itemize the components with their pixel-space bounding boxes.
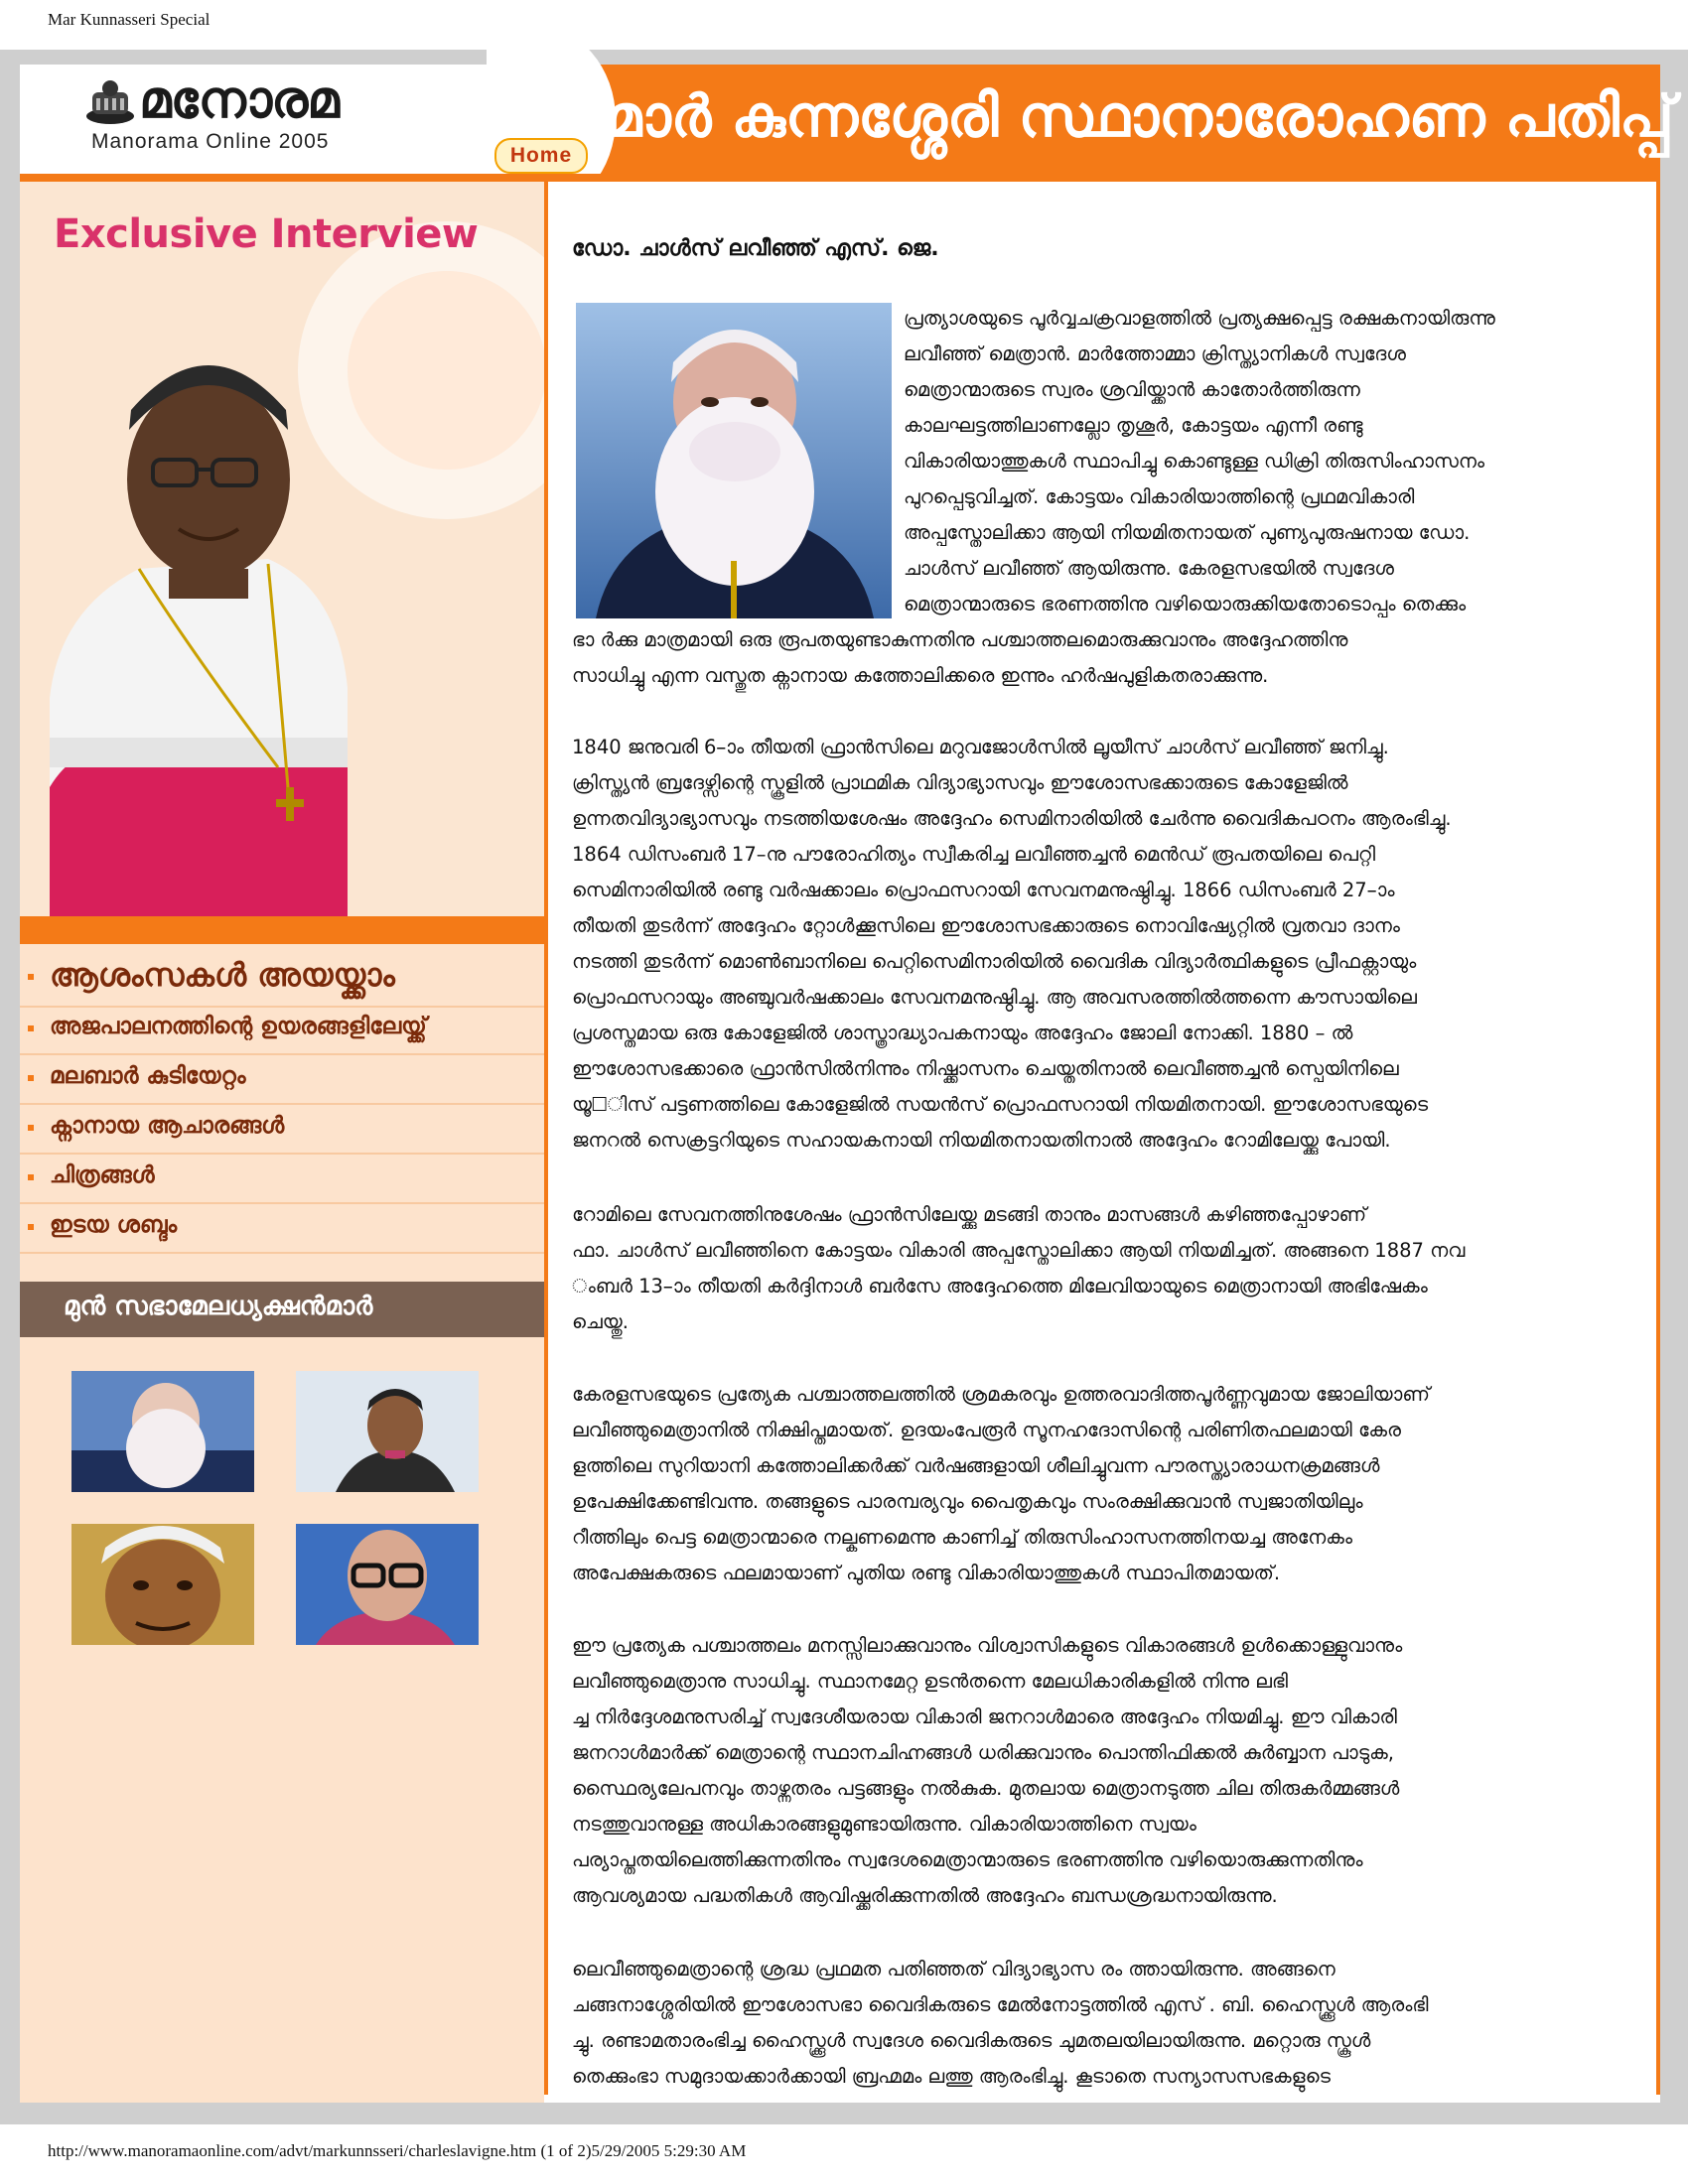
sidebar	[20, 174, 544, 2103]
menu-label[interactable]: ചിത്രങ്ങൾ	[50, 1162, 155, 1188]
home-button[interactable]: Home	[494, 138, 588, 174]
menu-item-pastoral-heights[interactable]	[20, 1006, 544, 1055]
banner-title: മാർ കുന്നശ്ശേരി സ്ഥാനാരോഹണ പതിപ്പ്	[606, 82, 1674, 150]
print-header: Mar Kunnasseri Special	[48, 10, 211, 29]
article-paragraph-2: 1840 ജനുവരി 6–ാം തീയതി ഫ്രാൻസിലെ മറുവജോൾസിൽ ലൂയീസ് ചാൾസ് ലവീഞ്ഞ് ജനിച്ചു. ക്രിസ്ത്യൻ ബ്രദേഴ്സിന്റെ സ്കൂളിൽ പ്രാഥമിക വിദ്യാഭ്യാസവും ഈശോസഭക്കാരുടെ കോളേജിൽ ഉന്നതവിദ്യാഭ്യാസവും നടത്തിയശേഷം അദ്ദേഹം സെമിനാരിയിൽ ചേർന്നു വൈദികപഠനം ആരംഭിച്ചു. 1864 ഡിസംബർ 17–നു പൗരോഹിത്യം സ്വീകരിച്ച ലവീഞ്ഞച്ചൻ മെൻഡ് രൂപതയിലെ പെറ്റി സെമിനാരിയിൽ രണ്ടു വർഷക്കാലം പ്രൊഫസറായി സേവനമനുഷ്ഠിച്ചു. 1866 ഡിസംബർ 27–ാം തീയതി തുടർന്ന് അദ്ദേഹം റ്റോൾക്കൂസിലെ ഈശോസഭക്കാരുടെ നൊവിഷ്യേറ്റിൽ വ്രതവാ ദാനം നടത്തി തുടർന്ന് മൊൺബാനിലെ പെറ്റിസെമിനാരിയിൽ വൈദിക വിദ്യാർത്ഥികളുടെ പ്രീഫക്റ്റായും പ്രൊഫസറായും അഞ്ചുവർഷക്കാലം സേവനമനുഷ്ഠിച്ചു. ആ അവസരത്തിൽത്തന്നെ കൗസായിലെ പ്രശസ്തമായ ഒരു കോളേജിൽ ശാസ്ത്രാദ്ധ്യാപകനായും അദ്ദേഹം ജോലി നോക്കി. 1880 – ൽ ഈശോസഭക്കാരെ ഫ്രാൻസിൽനിന്നും നിഷ്ക്കാസനം ചെയ്തതിനാൽ ലെവീഞ്ഞച്ചൻ സ്പെയിനിലെ യൂ□ിസ് പട്ടണത്തിലെ കോളേജിൽ സയൻസ് പ്രൊഫസറായി നിയമിതനായി. ഈശോസഭയുടെ ജനറൽ സെക്രട്ടറിയുടെ സഹായകനായി നിയമിതനായതിനാൽ അദ്ദേഹം റോമിലേയ്ക്കു പോയി.	[572, 736, 1452, 1152]
past-head-photo-3[interactable]	[71, 1524, 254, 1645]
photo-bishop-thumb	[296, 1524, 479, 1645]
banner	[20, 65, 1674, 174]
menu-label[interactable]: അജപാലനത്തിന്റെ ഉയരങ്ങളിലേയ്ക്ക്	[50, 1014, 427, 1039]
menu-item-send-greetings[interactable]	[20, 950, 544, 1008]
article-title: ഡോ. ചാൾസ് ലവീഞ്ഞ് എസ്. ജെ.	[572, 236, 939, 261]
menu-item-photos[interactable]	[20, 1155, 544, 1204]
lamp-emblem-icon	[84, 78, 136, 126]
menu-item-malabar-migration[interactable]	[20, 1055, 544, 1105]
menu-item-knanaya-customs[interactable]	[20, 1105, 544, 1155]
photo-lavigne-portrait	[576, 303, 892, 618]
exclusive-interview-heading[interactable]: Exclusive Interview	[54, 211, 479, 257]
bullet-icon	[28, 1075, 34, 1081]
bullet-icon	[28, 1174, 34, 1180]
past-heads-header	[20, 1282, 544, 1337]
sidebar-menu	[20, 944, 544, 1262]
menu-label[interactable]: ഇടയ ശബ്ദം	[50, 1212, 178, 1238]
photo-bishop-thumb	[296, 1371, 479, 1492]
bishop-portrait	[20, 271, 544, 916]
menu-label[interactable]: മലബാർ കുടിയേറ്റം	[50, 1063, 246, 1089]
article-paragraph-1a: പ്രത്യാശയുടെ പൂർവ്വചക്രവാളത്തിൽ പ്രത്യക്ഷപ്പെട്ട രക്ഷകനായിരുന്നു ലവീഞ്ഞ് മെത്രാൻ. മാർത്തോമ്മാ ക്രിസ്ത്യാനികൾ സ്വദേശ മെത്രാന്മാരുടെ സ്വരം ശ്രവിയ്ക്കാൻ കാതോർത്തിരുന്ന കാലഘട്ടത്തിലാണല്ലോ തൃശൂർ, കോട്ടയം എന്നീ രണ്ടു വികാരിയാത്തുകൾ സ്ഥാപിച്ചു കൊണ്ടുള്ള ഡിക്രി തിരുസിംഹാസനം പുറപ്പെടുവിച്ചത്. കോട്ടയം വികാരിയാത്തിന്റെ പ്രഥമവികാരി അപ്പസ്തോലിക്കാ ആയി നിയമിതനായത് പുണ്യപുരുഷനായ ഡോ. ചാൾസ് ലവീഞ്ഞ് ആയിരുന്നു. കേരളസഭയിൽ സ്വദേശ മെത്രാന്മാരുടെ ഭരണത്തിനു വഴിയൊരുക്കിയതോടൊപ്പം തെക്കും	[904, 307, 1495, 615]
article-paragraph-3: റോമിലെ സേവനത്തിനുശേഷം ഫ്രാൻസിലേയ്ക്കു മടങ്ങി താനും മാസങ്ങൾ കഴിഞ്ഞപ്പോഴാണ് ഫാ. ചാൾസ് ലവീഞ്ഞിനെ കോട്ടയം വികാരി അപ്പസ്തോലിക്കാ ആയി നിയമിച്ചത്. അങ്ങനെ 1887 നവ ംബർ 13–ാം തീയതി കർദ്ദിനാൾ ബർസേ അദ്ദേഹത്തെ മിലേവിയായുടെ മെത്രാനായി അഭിഷേകം ചെയ്തു.	[572, 1203, 1466, 1333]
menu-item-shepherds-voice[interactable]	[20, 1204, 544, 1254]
menu-label[interactable]: ആശംസകൾ അയയ്ക്കാം	[50, 956, 395, 994]
logo-wordmark[interactable]: മനോരമ	[139, 70, 339, 130]
interview-panel	[20, 182, 544, 916]
right-border	[1656, 174, 1660, 2095]
logo-subtitle: Manorama Online 2005	[91, 130, 330, 153]
past-heads-label: മുൻ സഭാമേലധ്യക്ഷൻമാർ	[64, 1292, 373, 1321]
print-footer-url: http://www.manoramaonline.com/advt/markunnsseri/charleslavigne.htm (1 of 2)5/29/2005 5:29:30 AM	[48, 2141, 747, 2160]
bullet-icon	[28, 1125, 34, 1131]
photo-lavigne-thumb	[71, 1371, 254, 1492]
past-head-photo-1[interactable]	[71, 1371, 254, 1492]
menu-label[interactable]: ക്നാനായ ആചാരങ്ങൾ	[50, 1113, 285, 1139]
article-paragraph-5: ഈ പ്രത്യേക പശ്ചാത്തലം മനസ്സിലാക്കുവാനും വിശ്വാസികളുടെ വികാരങ്ങൾ ഉൾക്കൊള്ളുവാനും ലവീഞ്ഞുമെത്രാനു സാധിച്ചു. സ്ഥാനമേറ്റ ഉടൻതന്നെ മേലധികാരികളിൽ നിന്നു ലഭി ച്ച നിർദ്ദേശമനുസരിച്ച് സ്വദേശീയരായ വികാരി ജനറാൾമാരെ അദ്ദേഹം നിയമിച്ചു. ഈ വികാരി ജനറാൾമാർക്ക് മെത്രാന്റെ സ്ഥാനചിഹ്നങ്ങൾ ധരിക്കുവാനും പൊന്തിഫിക്കൽ കുർബ്ബാന പാടുക, സ്ഥൈര്യലേപനവും താഴ്ന്നതരം പട്ടങ്ങളും നൽകുക. മുതലായ മെത്രാനടുത്ത ചില തിരുകർമ്മങ്ങൾ നടത്തുവാനുള്ള അധികാരങ്ങളുമുണ്ടായിരുന്നു. വികാരിയാത്തിനെ സ്വയം പര്യാപ്തതയിലെത്തിക്കുന്നതിനും സ്വദേശമെത്രാന്മാരുടെ ഭരണത്തിനു വഴിയൊരുക്കുന്നതിനും ആവശ്യമായ പദ്ധതികൾ ആവിഷ്ക്കരിക്കുന്നതിൽ അദ്ദേഹം ബന്ധശ്രദ്ധനായിരുന്നു.	[572, 1634, 1403, 1907]
article-paragraph-4: കേരളസഭയുടെ പ്രത്യേക പശ്ചാത്തലത്തിൽ ശ്രമകരവും ഉത്തരവാദിത്തപൂർണ്ണവുമായ ജോലിയാണ് ലവീഞ്ഞുമെത്രാനിൽ നിക്ഷിപ്തമായത്. ഉദയംപേരൂർ സൂനഹദോസിന്റെ പരിണിതഫലമായി കേര ളത്തിലെ സുറിയാനി കത്തോലിക്കർക്ക് വർഷങ്ങളായി ശീലിച്ചുവന്ന പൗരസ്ത്യാരാധനക്രമങ്ങൾ ഉപേക്ഷിക്കേണ്ടിവന്നു. തങ്ങളുടെ പാരമ്പര്യവും പൈതൃകവും സംരക്ഷിക്കുവാൻ സ്വജാതിയിലും റീത്തിലും പെട്ട മെത്രാന്മാരെ നല്കണമെന്നു കാണിച്ച് തിരുസിംഹാസനത്തിനയച്ച അനേകം അപേക്ഷകരുടെ ഫലമായാണ് പുതിയ രണ്ടു വികാരിയാത്തുകൾ സ്ഥാപിതമായത്.	[572, 1383, 1431, 1584]
article-paragraph-6: ലെവീഞ്ഞുമെത്രാന്റെ ശ്രദ്ധ പ്രഥമത പതിഞ്ഞത് വിദ്യാഭ്യാസ രം ത്തായിരുന്നു. അങ്ങനെ ചങ്ങനാശ്ശേരിയിൽ ഈശോസഭാ വൈദികരുടെ മേൽനോട്ടത്തിൽ എസ് . ബി. ഹൈസ്ക്കൂൾ ആരംഭി ച്ചു. രണ്ടാമതാരംഭിച്ച ഹൈസ്ക്കൂൾ സ്വദേശ വൈദികരുടെ ചുമതലയിലായിരുന്നു. മറ്റൊരു സ്കൂൾ തെക്കുംഭാ സമുദായക്കാർക്കായി ബ്രഹ്മമം ലത്തു ആരംഭിച്ചു. കൂടാതെ സന്യാസസഭകളുടെ	[572, 1958, 1429, 2088]
bullet-icon	[28, 1224, 34, 1230]
past-head-photo-2[interactable]	[296, 1371, 479, 1492]
photo-bishop-thumb	[71, 1524, 254, 1645]
bullet-icon	[28, 974, 34, 980]
article-paragraph-1b: ഭാ ർക്കു മാത്രമായി ഒരു രൂപതയുണ്ടാകുന്നതിനു പശ്ചാത്തലമൊരുക്കുവാനും അദ്ദേഹത്തിനു സാധിച്ചു എന്ന വസ്തുത ക്നാനായ കത്തോലിക്കരെ ഇന്നും ഹർഷപുളികതരാക്കുന്നു.	[572, 628, 1348, 687]
column-divider	[544, 174, 548, 2095]
sidebar-divider	[20, 916, 544, 944]
bullet-icon	[28, 1025, 34, 1031]
lavigne-portrait	[576, 303, 892, 618]
past-head-photo-4[interactable]	[296, 1524, 479, 1645]
